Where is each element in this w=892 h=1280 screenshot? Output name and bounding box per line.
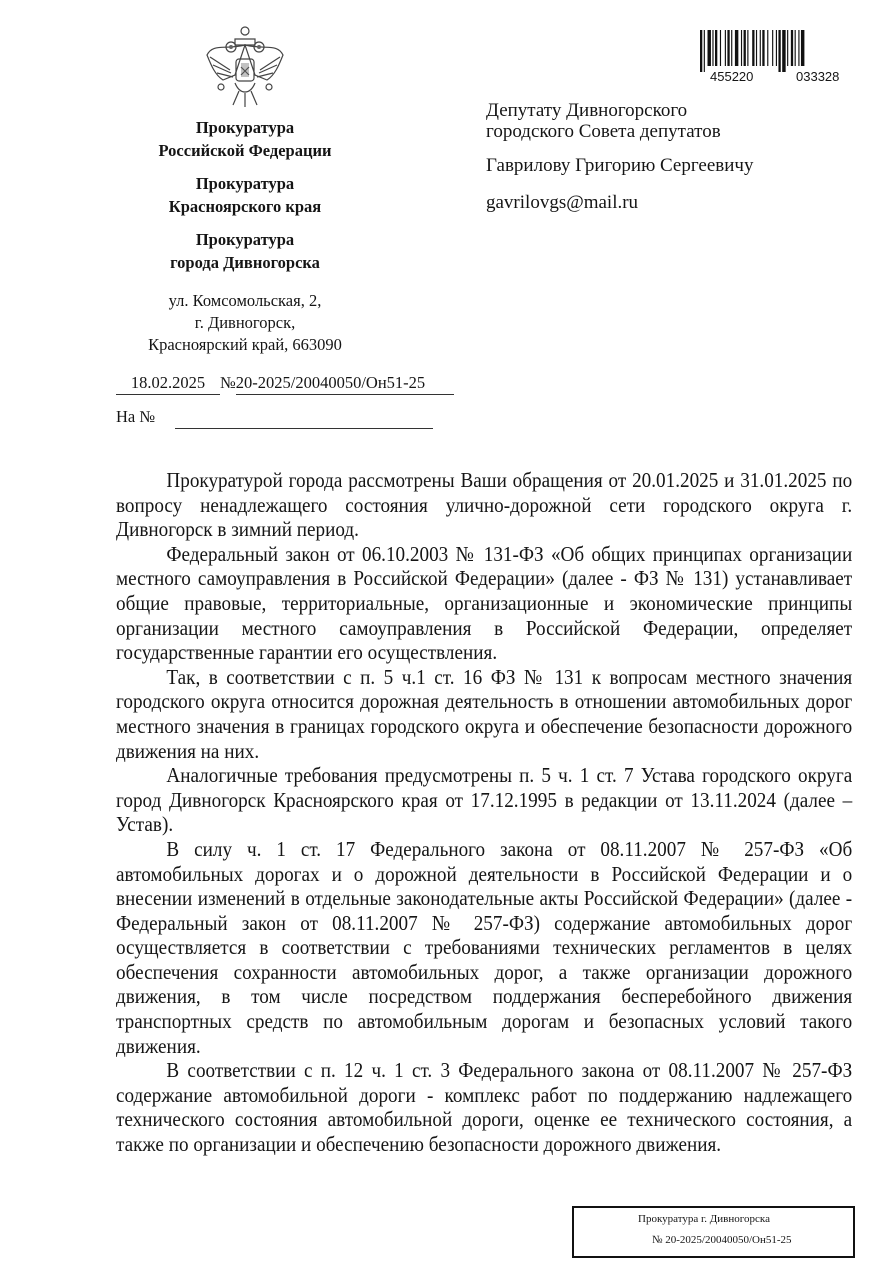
barcode-bar [741,30,742,66]
body-paragraph: В соответствии с п. 12 ч. 1 ст. 3 Федерального закона от 08.11.2007 № 257-ФЗ содержание автомобильной дороги - комплекс работ по поддержанию надлежащего технического состояния автомобильной дороги, оценке ее технического состояния, а также по организации и обеспечению безопасности дорожного движения. [116,1058,853,1157]
barcode-bar [747,30,748,66]
barcode-bar [798,30,799,66]
barcode-bar [787,30,788,66]
registration-stamp [572,1206,855,1258]
stamp-office: Прокуратура г. Дивногорска [638,1213,770,1225]
barcode-bar [752,30,754,66]
outgoing-reference [116,373,454,395]
body-paragraph: Аналогичные требования предусмотрены п. 5 ч. 1 ст. 7 Устава городского округа город Дивногорск Красноярского края от 17.12.1995 в редакции от 13.11.2024 (далее – Устав). [116,763,853,837]
barcode-bar [772,30,773,66]
barcode-bar [791,30,793,66]
coat-of-arms-icon [205,25,285,110]
stamp-number: № 20-2025/20040050/Он51-25 [652,1234,792,1246]
barcode-bar [776,30,777,66]
barcode-digits-left: 455220 [710,69,754,84]
barcode-bar [744,30,746,66]
barcode-bar [708,30,711,66]
barcode-bar [782,30,785,72]
barcode-bar [762,30,764,66]
body-paragraph: Так, в соответствии с п. 5 ч.1 ст. 16 ФЗ № 131 к вопросам местного значения городского округа относится дорожная деятельность в отношении автомобильных дорог местного значения в границах городского округа и обеспечение безопасности дорожного движения на них. [116,664,853,763]
body-paragraph: В силу ч. 1 ст. 17 Федерального закона от 08.11.2007 № 257-ФЗ «Об автомобильных дорогах и о дорожной деятельности в Российской Федерации и о внесении изменений в отдельные законодательные акты Российской Федерации» (далее - Федеральный закон от 08.11.2007 № 257-ФЗ) содержание автомобильных дорог осуществляется в соответствии с требованиями технических регламентов в целях обеспечения сохранности автомобильных дорог, а также организации дорожного движения, в том числе посредством поддержания бесперебойного движения транспортных средств по автомобильным дорогам и безопасных условий такого движения. [116,836,853,1058]
barcode-bar [715,30,717,66]
org-prosecutor-krai: Прокуратура Красноярского края [168,174,322,216]
in-reply-blank-line [175,428,433,429]
body-paragraph: Федеральный закон от 06.10.2003 № 131-ФЗ «Об общих принципах организации местного самоуправления в Российской Федерации» (далее - ФЗ № 131) устанавливает общие правовые, территориальные, организационные и экономические принципы организации местного самоуправления в Российской Федерации, определяет государственные гарантии его осуществления. [116,541,853,665]
outgoing-date: 18.02.2025 [116,373,220,395]
barcode-bar [704,30,705,72]
barcode-bar [801,30,804,66]
in-reply-label: На № [116,407,156,426]
barcode-bar [735,30,738,66]
barcode-bar [712,30,713,66]
barcode-bar [760,30,761,66]
barcode-bar [725,30,726,66]
addressee-email: gavrilovgs@mail.ru [486,192,639,213]
barcode-bar [756,30,757,66]
org-prosecutor-city: Прокуратура города Дивногорска [170,230,320,272]
body-paragraph: Прокуратурой города рассмотрены Ваши обращения от 20.01.2025 и 31.01.2025 по вопросу ненадлежащего состояния улично-дорожной сети городского округа г. Дивногорск в зимний период. [116,468,853,542]
barcode-bar [778,30,780,72]
addressee-name: Гаврилову Григорию Сергеевичу [486,155,754,176]
barcode-bar [767,30,768,66]
number-sign: № [220,373,236,392]
barcode-bar [727,30,729,66]
barcode-bar [700,30,702,72]
barcode-digits-right: 033328 [796,69,840,84]
barcode-bar [720,30,721,66]
barcode-bar [795,30,796,66]
barcode-bar [731,30,732,66]
barcode [700,30,862,72]
addressee-title: Депутату Дивногорского городского Совета депутатов [486,100,721,142]
org-prosecutor-federation: Прокуратура Российской Федерации [158,118,332,160]
letter-body [116,468,852,1157]
outgoing-number: 20-2025/20040050/Он51-25 [236,373,454,395]
sender-address: ул. Комсомольская, 2, г. Дивногорск, Красноярский край, 663090 [148,291,342,354]
